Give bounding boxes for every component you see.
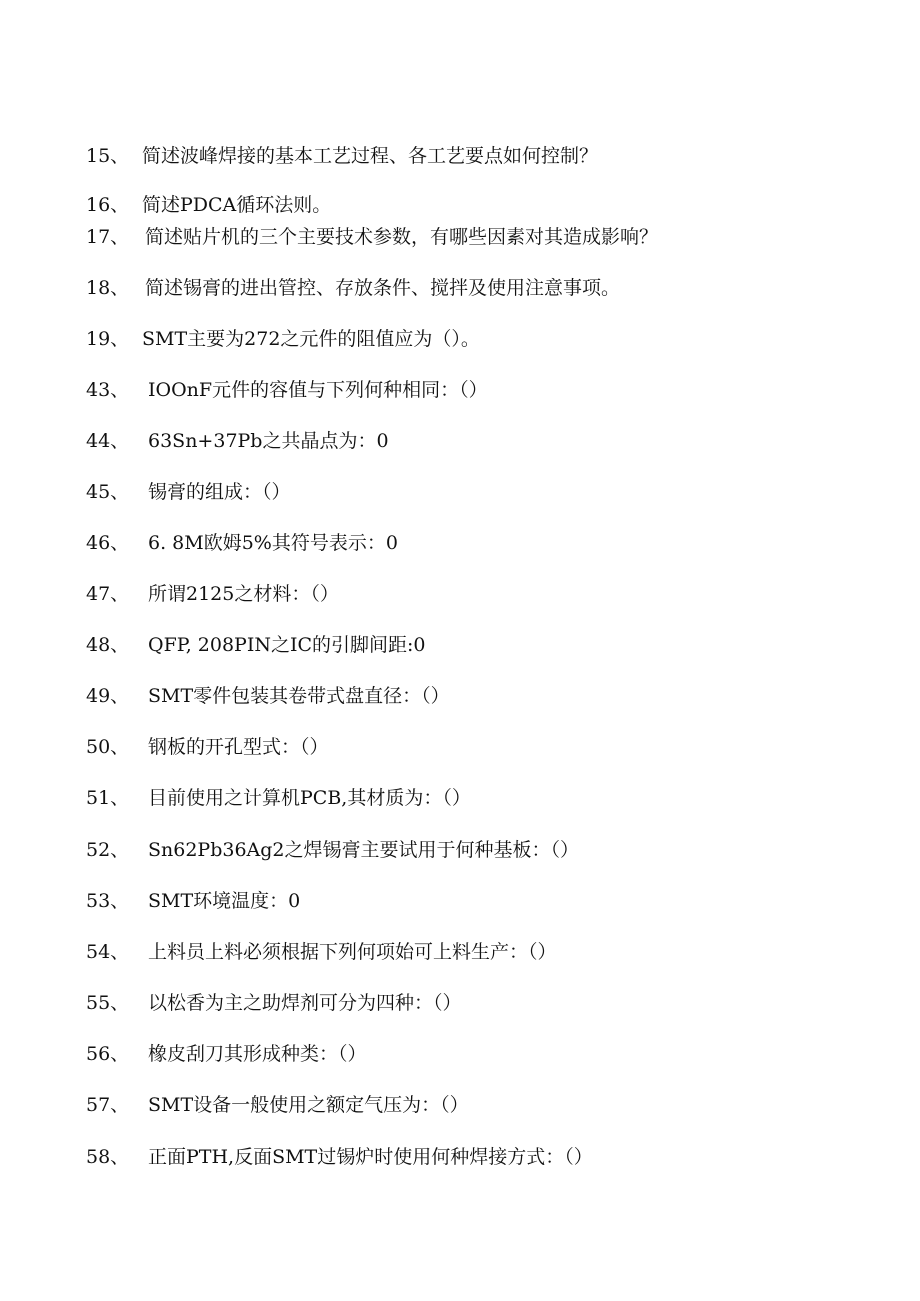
question-46 (86, 528, 398, 558)
question-47 (86, 579, 339, 609)
question-number: 43、 (86, 379, 130, 401)
question-number: 15、 (86, 145, 130, 167)
question-text: SMT设备一般使用之额定气压为：（） (148, 1094, 469, 1116)
question-number: 55、 (86, 992, 130, 1014)
question-number: 48、 (86, 634, 130, 656)
question-number: 45、 (86, 481, 130, 503)
question-53 (86, 886, 300, 916)
question-number: 57、 (86, 1094, 130, 1116)
question-52 (86, 835, 579, 865)
question-number: 18、 (86, 277, 130, 299)
question-18 (86, 273, 620, 303)
question-number: 47、 (86, 583, 130, 605)
question-number: 53、 (86, 890, 130, 912)
question-text: 简述锡膏的进出管控、存放条件、搅拌及使用注意事项。 (145, 277, 621, 299)
question-text: 简述PDCA循环法则。 (142, 194, 332, 216)
question-text: 钢板的开孔型式：（） (148, 736, 329, 758)
question-number: 16、 (86, 194, 130, 216)
question-number: 49、 (86, 685, 130, 707)
question-text: 正面PTH,反面SMT过锡炉时使用何种焊接方式：（） (148, 1146, 593, 1168)
question-number: 52、 (86, 839, 130, 861)
question-45 (86, 477, 291, 507)
question-text: 63Sn+37Pb之共晶点为：0 (148, 430, 389, 452)
question-55 (86, 988, 462, 1018)
question-text: QFP, 208PIN之IC的引脚间距:0 (148, 634, 426, 656)
question-43 (86, 375, 488, 405)
question-text: IOOnF元件的容值与下列何种相同：（） (148, 379, 488, 401)
question-text: 所谓2125之材料：（） (148, 583, 339, 605)
question-51 (86, 783, 471, 813)
question-17 (86, 222, 658, 252)
question-number: 19、 (86, 328, 130, 350)
question-text: 橡皮刮刀其形成种类：（） (148, 1043, 367, 1065)
question-number: 51、 (86, 787, 130, 809)
question-number: 50、 (86, 736, 130, 758)
question-44 (86, 426, 389, 456)
question-number: 44、 (86, 430, 130, 452)
question-text: 简述波峰焊接的基本工艺过程、各工艺要点如何控制？ (142, 145, 599, 167)
question-text: Sn62Pb36Ag2之焊锡膏主要试用于何种基板：（） (148, 839, 580, 861)
question-text: SMT环境温度：0 (148, 890, 301, 912)
question-56 (86, 1039, 367, 1069)
question-49 (86, 681, 450, 711)
question-text: 简述贴片机的三个主要技术参数，有哪些因素对其造成影响？ (145, 226, 659, 248)
question-text: 上料员上料必须根据下列何项始可上料生产：（） (148, 941, 557, 963)
question-15 (86, 141, 598, 171)
question-number: 56、 (86, 1043, 130, 1065)
question-54 (86, 937, 557, 967)
question-number: 58、 (86, 1146, 130, 1168)
question-text: 以松香为主之助焊剂可分为四种：（） (148, 992, 462, 1014)
question-text: 目前使用之计算机PCB,其材质为：（） (148, 787, 471, 809)
question-57 (86, 1090, 469, 1120)
question-19 (86, 324, 480, 354)
question-text: SMT零件包装其卷带式盘直径：（） (148, 685, 450, 707)
question-58 (86, 1142, 593, 1172)
question-text: SMT主要为272之元件的阻值应为（）。 (142, 328, 480, 350)
question-number: 54、 (86, 941, 130, 963)
question-number: 17、 (86, 226, 130, 248)
question-number: 46、 (86, 532, 130, 554)
question-text: 锡膏的组成：（） (148, 481, 291, 503)
question-text: 6. 8M欧姆5%其符号表示：0 (148, 532, 398, 554)
question-16 (86, 190, 331, 220)
question-50 (86, 732, 329, 762)
question-48 (86, 630, 426, 660)
